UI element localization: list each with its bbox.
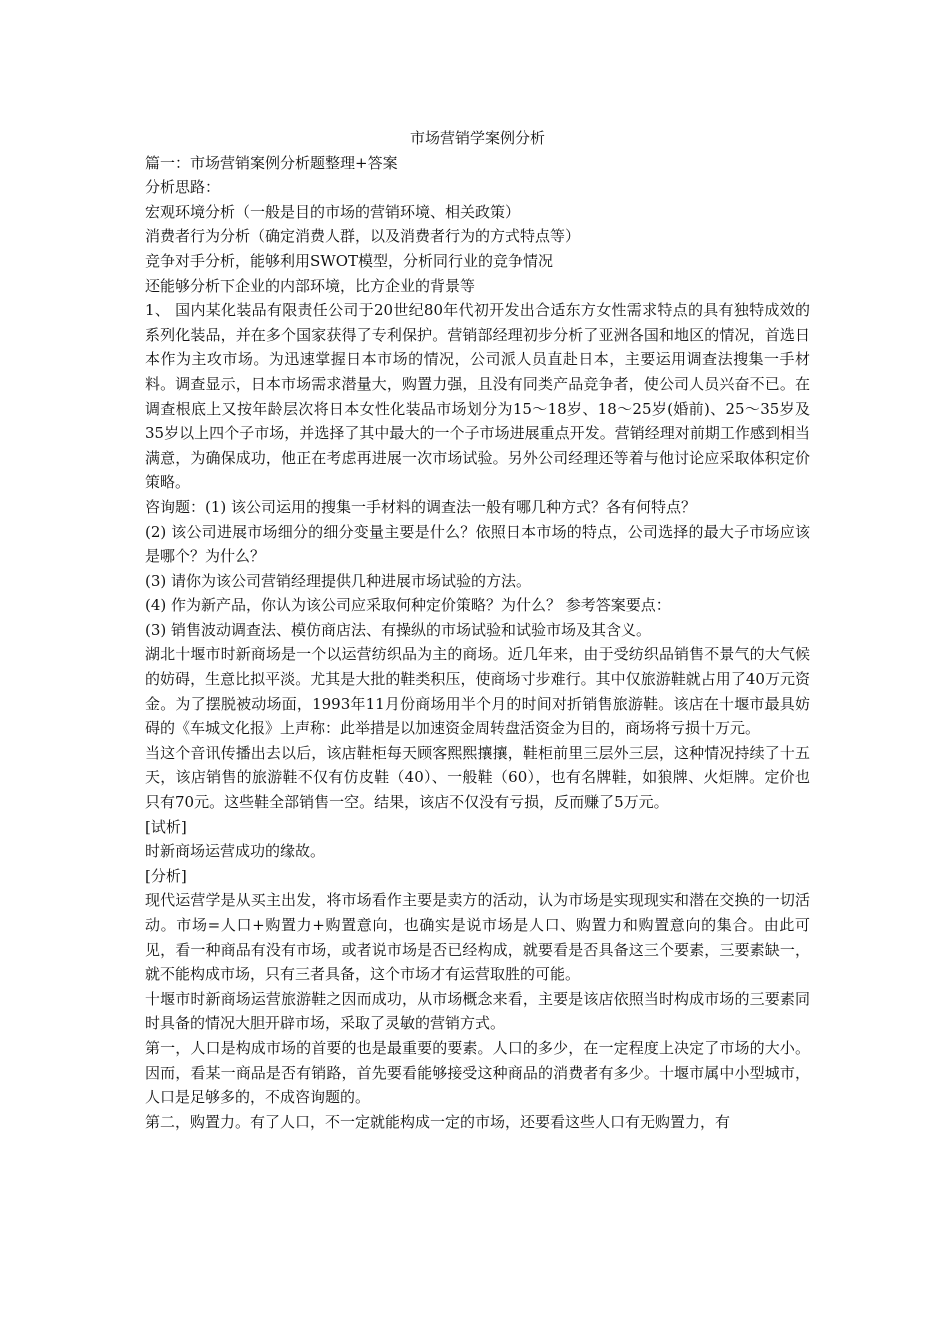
paragraph: 咨询题：(1) 该公司运用的搜集一手材料的调查法一般有哪几种方式？各有何特点？ <box>145 497 697 516</box>
paragraph: 第二，购置力。有了人口，不一定就能构成一定的市场，还要看这些人口有无购置力，有 <box>145 1112 731 1131</box>
paragraph: 1、 国内某化装品有限责任公司于20世纪80年代初开发出合适东方女性需求特点的具有独特成效的系列化装品，并在多个国家获得了专利保护。营销部经理初步分析了亚洲各国和地区的情况，首选日本作为主攻市场。为迅速掌握日本市场的情况，公司派人员直赴日本，主要运用调查法搜集一手材料。调查显示，日本市场需求潜量大，购置力强，且没有同类产品竞争者，使公司人员兴奋不已。在调查根底上又按年龄层次将日本女性化装品市场划分为15～18岁、18～25岁(婚前)、25～35岁及35岁以上四个子市场，并选择了其中最大的一个子市场进展重点开发。营销经理对前期工作感到相当满意，为确保成功，他正在考虑再进展一次市场试验。另外公司经理还等着与他讨论应采取体积定价策略。 <box>145 301 810 492</box>
paragraph: 宏观环境分析（一般是目的市场的营销环境、相关政策） <box>145 202 521 221</box>
paragraph: (3) 请你为该公司营销经理提供几种进展市场试验的方法。 <box>145 571 532 590</box>
paragraph: 消费者行为分析（确定消费人群，以及消费者行为的方式特点等） <box>145 227 581 246</box>
paragraph: (4) 作为新产品，你认为该公司应采取何种定价策略？为什么？ 参考答案要点： <box>145 596 671 615</box>
paragraph: (2) 该公司进展市场细分的细分变量主要是什么？依照日本市场的特点，公司选择的最大子市场应该是哪个？为什么？ <box>145 522 810 566</box>
paragraph: [分析] <box>145 866 187 885</box>
paragraph: 现代运营学是从买主出发，将市场看作主要是卖方的活动，认为市场是实现现实和潜在交换的一切活动。市场=人口+购置力+购置意向，也确实是说市场是人口、购置力和购置意向的集合。由此可见，看一种商品有没有市场，或者说市场是否已经构成，就要看是否具备这三个要素，三要素缺一，就不能构成市场，只有三者具备，这个市场才有运营取胜的可能。 <box>145 891 810 984</box>
paragraph: 当这个音讯传播出去以后，该店鞋柜每天顾客熙熙攘攘，鞋柜前里三层外三层，这种情况持续了十五天，该店销售的旅游鞋不仅有仿皮鞋（40）、一般鞋（60），也有名牌鞋，如狼牌、火炬牌。定价也只有70元。这些鞋全部销售一空。结果，该店不仅没有亏损，反而赚了5万元。 <box>145 743 810 812</box>
paragraph: 第一，人口是构成市场的首要的也是最重要的要素。人口的多少，在一定程度上决定了市场的大小。因而，看某一商品是否有销路，首先要看能够接受这种商品的消费者有多少。十堰市属中小型城市，人口是足够多的，不成咨询题的。 <box>145 1038 810 1107</box>
document-body <box>145 126 810 1134</box>
paragraph: [试析] <box>145 817 187 836</box>
paragraph: 还能够分析下企业的内部环境，比方企业的背景等 <box>145 276 476 295</box>
paragraph: 分析思路： <box>145 178 221 197</box>
document-title: 市场营销学案例分析 <box>409 129 545 147</box>
paragraph: 十堰市时新商场运营旅游鞋之因而成功，从市场概念来看，主要是该店依照当时构成市场的三要素同时具备的情况大胆开辟市场，采取了灵敏的营销方式。 <box>145 989 810 1033</box>
paragraph: (3) 销售波动调查法、模仿商店法、有操纵的市场试验和试验市场及其含义。 <box>145 620 652 639</box>
paragraph: 竞争对手分析，能够利用SWOT模型，分析同行业的竞争情况 <box>145 251 553 270</box>
paragraph: 时新商场运营成功的缘故。 <box>145 842 326 861</box>
paragraph: 篇一：市场营销案例分析题整理+答案 <box>145 153 398 172</box>
paragraph: 湖北十堰市时新商场是一个以运营纺织品为主的商场。近几年来，由于受纺织品销售不景气的大气候的妨碍，生意比拟平淡。尤其是大批的鞋类积压，使商场寸步难行。其中仅旅游鞋就占用了40万元资金。为了摆脱被动场面，1993年11月份商场用半个月的时间对折销售旅游鞋。该店在十堰市最具妨碍的《车城文化报》上声称：此举措是以加速资金周转盘活资金为目的，商场将亏损十万元。 <box>145 645 810 738</box>
